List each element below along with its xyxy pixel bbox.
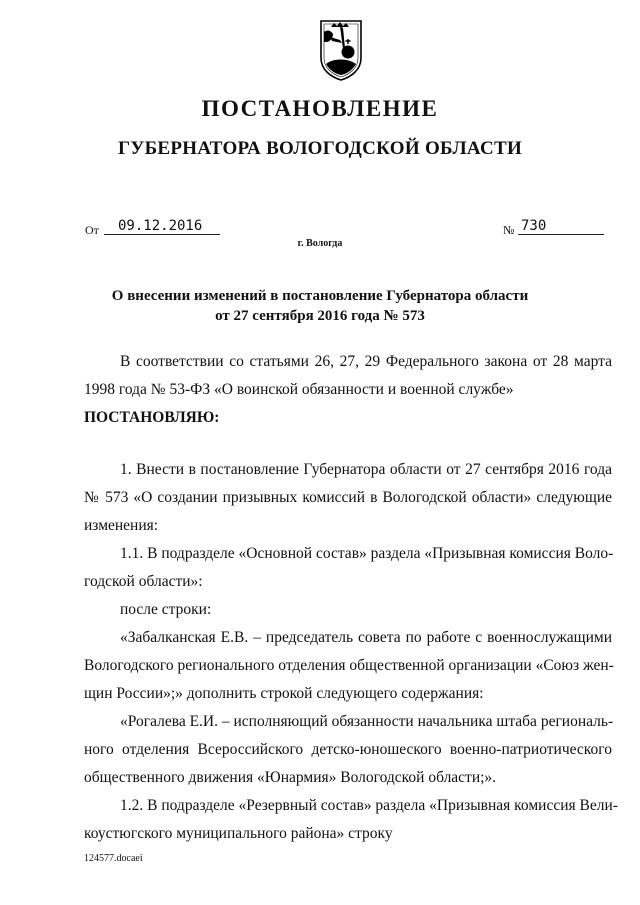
body-line: изменения: — [84, 517, 159, 534]
body-line: 1. Внести в постановление Губернатора области от 27 сентября 2016 года — [120, 461, 612, 478]
body-line: Вологодского регионального отделения общественной организации «Союз жен- — [84, 657, 614, 674]
body-line: № 573 «О создании призывных комиссий в Вологодской области» следующие — [84, 489, 612, 506]
decree-word: ПОСТАНОВЛЯЮ: — [84, 409, 220, 426]
body-line: 1.1. В подразделе «Основной состав» раздела «Призывная комиссия Воло- — [120, 545, 614, 562]
date-label: От — [85, 223, 99, 237]
file-reference: 124577.docaei — [84, 853, 143, 864]
document-date: 09.12.2016 — [104, 218, 220, 235]
body-line: ного отделения Всероссийского детско-юношеского военно-патриотического — [84, 741, 612, 758]
body-line: коустюгского муниципального района» строку — [84, 825, 393, 842]
document-subtitle: ГУБЕРНАТОРА ВОЛОГОДСКОЙ ОБЛАСТИ — [117, 138, 523, 159]
number-label: № — [503, 223, 515, 237]
body-line: «Забалканская Е.В. – председатель совета по работе с военнослужащими — [120, 629, 612, 646]
body-line: щин России»;» дополнить строкой следующего содержания: — [84, 685, 484, 702]
body-line: 1.2. В подразделе «Резервный состав» раздела «Призывная комиссия Вели- — [120, 797, 618, 814]
document-subject — [0, 286, 640, 326]
document-number: 730 — [518, 218, 604, 235]
body-line: годской области»: — [84, 573, 203, 590]
city-label: г. Вологда — [297, 238, 343, 249]
coat-of-arms-emblem — [318, 18, 364, 82]
subject-line: от 27 сентября 2016 года № 573 — [215, 308, 425, 324]
body-line: общественного движения «Юнармия» Вологодской области;». — [84, 769, 497, 786]
body-line: «Рогалева Е.И. – исполняющий обязанности начальника штаба региональ- — [120, 713, 614, 730]
body-line: 1998 года № 53-ФЗ «О воинской обязанности и военной службе» — [84, 381, 514, 398]
subject-line: О внесении изменений в постановление Губернатора области — [111, 288, 529, 304]
document-title: ПОСТАНОВЛЕНИЕ — [201, 96, 439, 121]
body-line: В соответствии со статьями 26, 27, 29 Федерального закона от 28 марта — [120, 353, 612, 370]
body-line: после строки: — [120, 601, 212, 618]
